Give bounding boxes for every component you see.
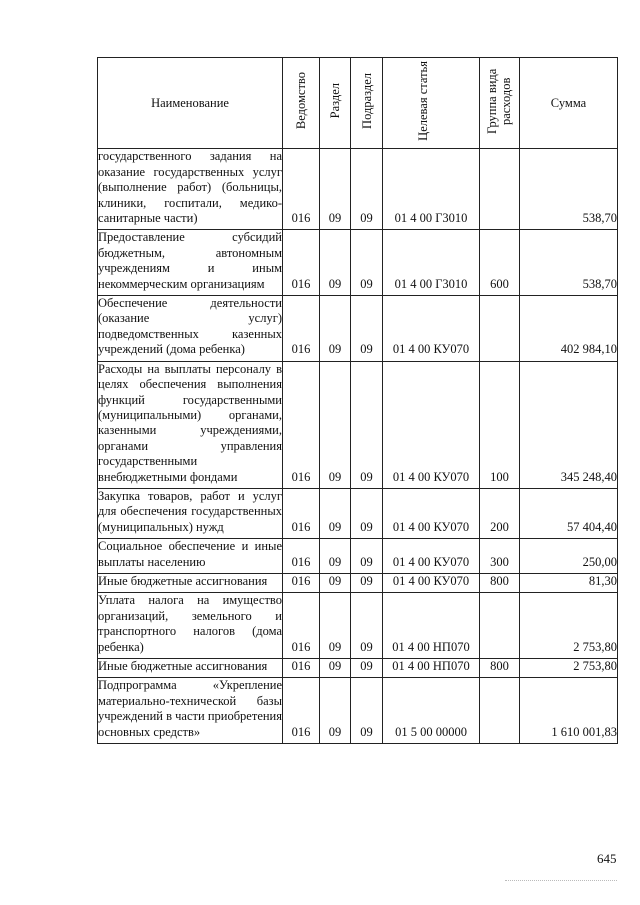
cell-expense-group: 800 <box>480 573 520 592</box>
cell-target: 01 4 00 КУ070 <box>383 539 480 574</box>
cell-subsection: 09 <box>351 230 383 296</box>
cell-subsection: 09 <box>351 488 383 538</box>
table-row <box>98 678 618 744</box>
cell-name: Закупка товаров, работ и услуг для обеспечения государственных (муниципальных) нужд <box>98 488 283 538</box>
cell-expense-group: 800 <box>480 659 520 678</box>
cell-section: 09 <box>320 488 351 538</box>
page-number: 645 <box>597 851 617 866</box>
table-header-row <box>98 58 618 149</box>
table-row <box>98 361 618 488</box>
cell-expense-group: 600 <box>480 230 520 296</box>
cell-department: 016 <box>283 593 320 659</box>
cell-section: 09 <box>320 678 351 744</box>
header-name: Наименование <box>98 58 283 149</box>
table-row <box>98 659 618 678</box>
cell-subsection: 09 <box>351 149 383 230</box>
cell-department: 016 <box>283 659 320 678</box>
cell-section: 09 <box>320 593 351 659</box>
cell-expense-group: 100 <box>480 361 520 488</box>
cell-subsection: 09 <box>351 593 383 659</box>
table-body <box>98 149 618 744</box>
table-row <box>98 230 618 296</box>
cell-name: Иные бюджетные ассигнования <box>98 659 283 678</box>
cell-expense-group: 300 <box>480 539 520 574</box>
cell-target: 01 4 00 КУ070 <box>383 296 480 362</box>
cell-section: 09 <box>320 296 351 362</box>
cell-target: 01 4 00 Г3010 <box>383 149 480 230</box>
cell-expense-group: 200 <box>480 488 520 538</box>
cell-department: 016 <box>283 539 320 574</box>
cell-sum: 2 753,80 <box>520 593 618 659</box>
cell-target: 01 4 00 НП070 <box>383 593 480 659</box>
cell-sum: 57 404,40 <box>520 488 618 538</box>
cell-name: государственного задания на оказание государственных услуг (выполнение работ) (больницы, клиники, госпитали, медико-санитарные части) <box>98 149 283 230</box>
cell-department: 016 <box>283 573 320 592</box>
footer-dotted-line <box>505 880 617 883</box>
header-sum: Сумма <box>520 58 618 149</box>
cell-subsection: 09 <box>351 573 383 592</box>
cell-expense-group <box>480 678 520 744</box>
cell-name: Предоставление субсидий бюджетным, автономным учреждениям и иным некоммерческим организациям <box>98 230 283 296</box>
cell-target: 01 4 00 КУ070 <box>383 361 480 488</box>
cell-expense-group <box>480 296 520 362</box>
header-expense-group: Группа вида расходов <box>480 58 520 149</box>
cell-target: 01 4 00 Г3010 <box>383 230 480 296</box>
cell-subsection: 09 <box>351 361 383 488</box>
table-row <box>98 296 618 362</box>
cell-expense-group <box>480 593 520 659</box>
cell-name: Иные бюджетные ассигнования <box>98 573 283 592</box>
cell-sum: 538,70 <box>520 149 618 230</box>
cell-section: 09 <box>320 659 351 678</box>
table-row <box>98 488 618 538</box>
cell-subsection: 09 <box>351 539 383 574</box>
table-row <box>98 539 618 574</box>
cell-department: 016 <box>283 149 320 230</box>
cell-name: Расходы на выплаты персоналу в целях обеспечения выполнения функций государственными (муниципальными) органами, казенными учреждениями, органами управления государственными внебюджетными фондами <box>98 361 283 488</box>
cell-sum: 2 753,80 <box>520 659 618 678</box>
cell-subsection: 09 <box>351 678 383 744</box>
cell-target: 01 4 00 НП070 <box>383 659 480 678</box>
cell-department: 016 <box>283 296 320 362</box>
cell-department: 016 <box>283 361 320 488</box>
cell-name: Подпрограмма «Укрепление материально-технической базы учреждений в части приобретения основных средств» <box>98 678 283 744</box>
header-subsection: Подраздел <box>351 58 383 149</box>
cell-name: Обеспечение деятельности (оказание услуг) подведомственных казенных учреждений (дома ребенка) <box>98 296 283 362</box>
cell-department: 016 <box>283 488 320 538</box>
cell-target: 01 4 00 КУ070 <box>383 573 480 592</box>
cell-department: 016 <box>283 678 320 744</box>
cell-department: 016 <box>283 230 320 296</box>
table-row <box>98 149 618 230</box>
table-row <box>98 593 618 659</box>
cell-section: 09 <box>320 149 351 230</box>
header-target: Целевая статья <box>383 58 480 149</box>
cell-sum: 81,30 <box>520 573 618 592</box>
cell-section: 09 <box>320 573 351 592</box>
cell-sum: 1 610 001,83 <box>520 678 618 744</box>
cell-subsection: 09 <box>351 659 383 678</box>
budget-table <box>97 57 618 744</box>
cell-sum: 538,70 <box>520 230 618 296</box>
cell-subsection: 09 <box>351 296 383 362</box>
cell-sum: 345 248,40 <box>520 361 618 488</box>
cell-name: Социальное обеспечение и иные выплаты населению <box>98 539 283 574</box>
header-department: Ведомство <box>283 58 320 149</box>
cell-section: 09 <box>320 539 351 574</box>
cell-section: 09 <box>320 230 351 296</box>
table-row <box>98 573 618 592</box>
cell-expense-group <box>480 149 520 230</box>
cell-target: 01 4 00 КУ070 <box>383 488 480 538</box>
header-section: Раздел <box>320 58 351 149</box>
cell-sum: 402 984,10 <box>520 296 618 362</box>
cell-target: 01 5 00 00000 <box>383 678 480 744</box>
cell-section: 09 <box>320 361 351 488</box>
cell-sum: 250,00 <box>520 539 618 574</box>
cell-name: Уплата налога на имущество организаций, земельного и транспортного налогов (дома ребенка) <box>98 593 283 659</box>
